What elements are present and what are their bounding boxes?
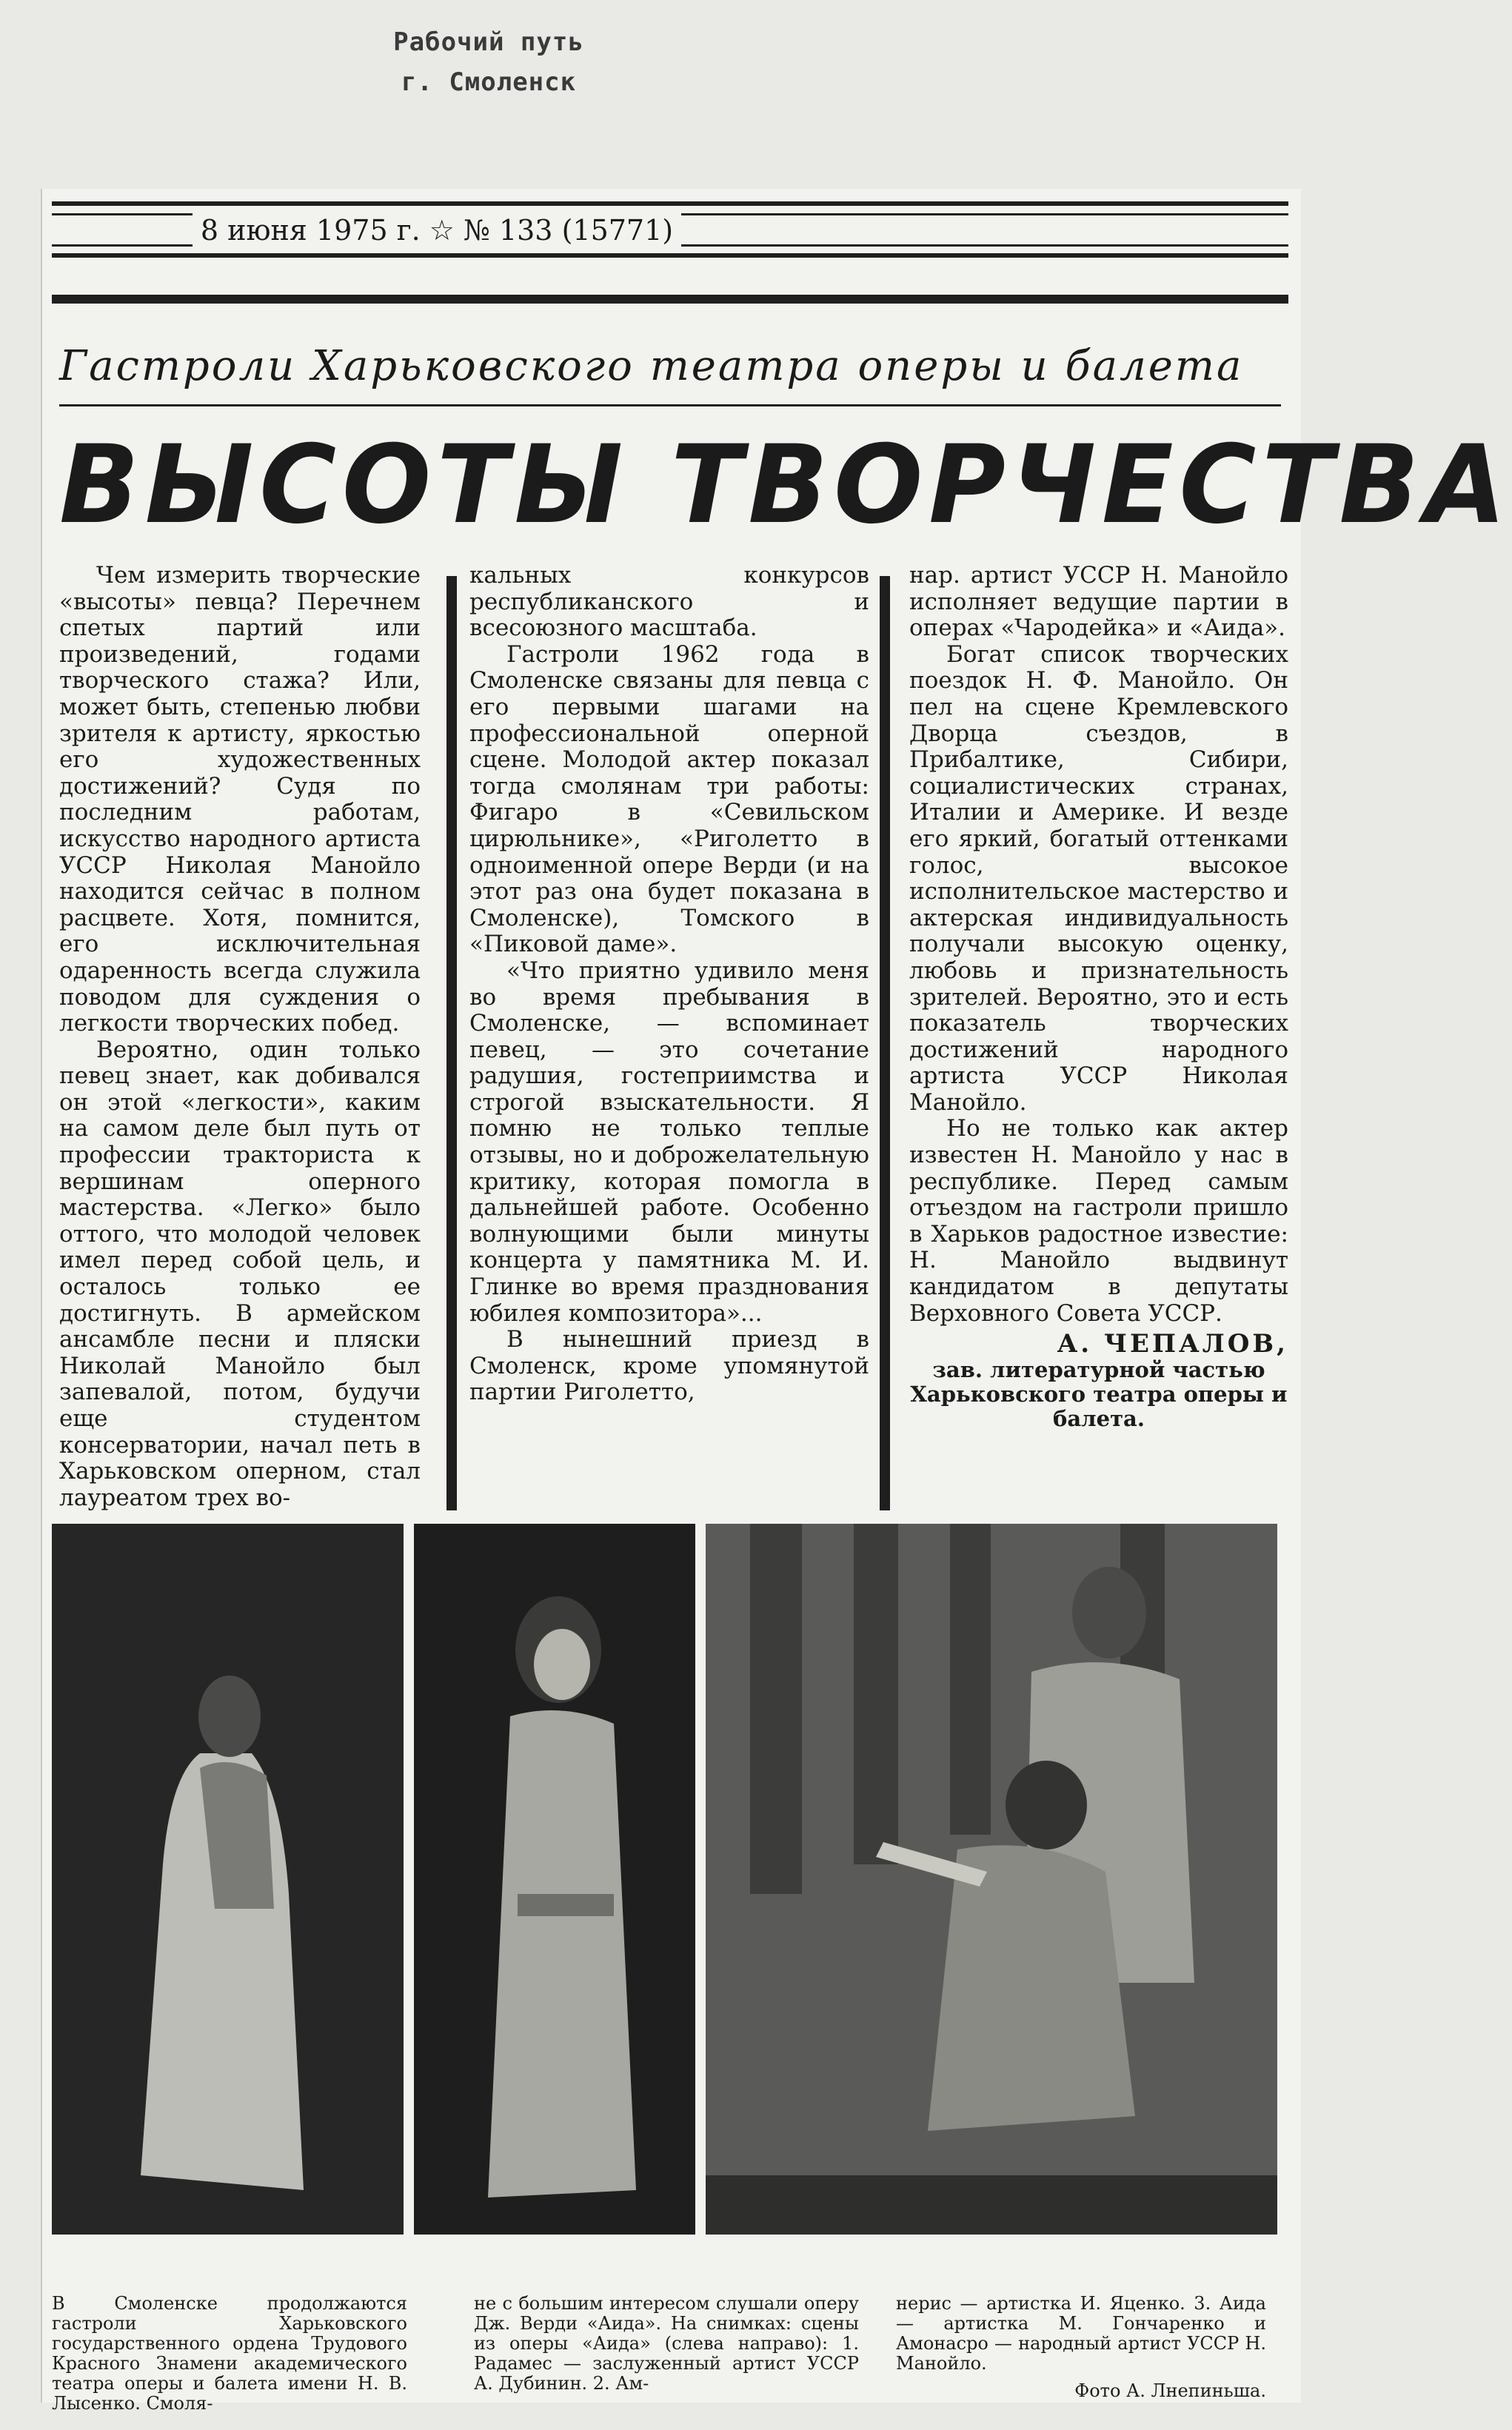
paragraph: Чем измерить творческие «высоты» певца? Перечнем спетых партий или произведений, годами творческого стажа? Или, может быть, степенью любви зрителя к артисту, яркостью его художественных достижений? Судя по последним работам, искусство народного артиста УССР Николая Манойло находится сейчас в полном расцвете. Хотя, помнится, его исключительная одаренность всегда служила поводом для суждения о легкости творческих побед. <box>59 562 421 1037</box>
photo-aida-amonasro <box>706 1524 1277 2235</box>
stamp-city: г. Смоленск <box>401 67 577 97</box>
caption-text: нерис — артистка И. Яценко. 3. Аида — артистка М. Гончаренко и Амонасро — народный артист УССР Н. Манойло. <box>896 2293 1266 2374</box>
article-column-2 <box>469 563 869 1406</box>
photo-caption-part-2: не с большим интересом слушали оперу Дж. Верди «Аида». На снимках: сцены из оперы «Аида» (слева направо): 1. Радамес — заслуженный артист УССР А. Дубинин. 2. Ам- <box>474 2293 859 2394</box>
author-signature: А. ЧЕПАЛОВ, <box>1057 1329 1288 1359</box>
paragraph: кальных конкурсов республиканского и всесоюзного масштаба. <box>469 562 869 642</box>
newspaper-stamp <box>341 22 637 102</box>
paragraph: «Что приятно удивило меня во время пребывания в Смоленске, — вспоминает певец, — это сочетание радушия, гостеприимства и строгой взыскательности. Я помню не только теплые отзывы, но и доброжелательную критику, которая помогла в дальнейшей работе. Особенно волнующими были минуты концерта у памятника М. И. Глинке во время празднования юбилея композитора»... <box>469 957 869 1327</box>
column-rule-2 <box>880 576 890 1510</box>
rubric-rule <box>59 404 1281 406</box>
dateline-rule-top <box>52 201 1288 206</box>
paragraph: В нынешний приезд в Смоленск, кроме упомянутой партии Риголетто, <box>469 1326 869 1406</box>
photo-amneris <box>414 1524 695 2235</box>
paragraph: Но не только как актер известен Н. Манойло у нас в республике. Перед самым отъездом на гастроли пришло в Харьков радостное известие: Н. Манойло выдвинут кандидатом в депутаты Верховного Совета УССР. <box>909 1115 1288 1327</box>
paragraph: Богат список творческих поездок Н. Ф. Манойло. Он пел на сцене Кремлевского Дворца съездов, в Прибалтике, Сибири, социалистических странах, Италии и Америке. И везде его яркий, богатый оттенками голос, высокое исполнительское мастерство и актерская индивидуальность получали высокую оценку, любовь и признательность зрителей. Вероятно, это и есть показатель творческих достижений народного артиста УССР Николая Манойло. <box>909 640 1288 1116</box>
section-rule <box>52 295 1288 304</box>
column-rule-1 <box>446 576 457 1510</box>
paragraph: Вероятно, один только певец знает, как добивался он этой «легкости», каким на самом деле был путь от профессии тракториста к вершинам оперного мастерства. «Легко» было оттого, что молодой человек имел перед собой цель, и осталось только ее достигнуть. В армейском ансамбле песни и пляски Николай Манойло был запевалой, потом, будучи еще студентом консерватории, начал петь в Харьковском оперном, стал лауреатом трех во- <box>59 1036 421 1511</box>
photo-caption-part-3 <box>896 2294 1266 2401</box>
paragraph: Гастроли 1962 года в Смоленске связаны для певца с его первыми шагами на профессиональной оперной сцене. Молодой актер показал тогда смолянам три работы: Фигаро в «Севильском цирюльнике», «Риголетто в одноименной опере Верди (и на этот раз она будет показана в Смоленске), Томского в «Пиковой даме». <box>469 640 869 958</box>
rubric-title: Гастроли Харьковского театра оперы и балета <box>59 342 1244 390</box>
photo-credit: Фото А. Лнепиньша. <box>1074 2380 1266 2401</box>
photo-radames <box>52 1524 404 2235</box>
article-column-1 <box>59 563 421 1511</box>
issue-dateline: 8 июня 1975 г. ☆ № 133 (15771) <box>193 210 681 251</box>
headline: ВЫСОТЫ ТВОРЧЕСТВА <box>59 422 1512 548</box>
article-column-3 <box>909 563 1288 1431</box>
dateline-rule-bottom <box>52 253 1288 258</box>
stamp-newspaper-name: Рабочий путь <box>393 27 584 57</box>
photo-strip <box>52 1524 1277 2235</box>
paragraph: нар. артист УССР Н. Манойло исполняет ведущие партии в операх «Чародейка» и «Аида». <box>909 562 1288 642</box>
photo-caption-part-1: В Смоленске продолжаются гастроли Харьковского государственного ордена Трудового Красного Знамени академического театра оперы и балета имени Н. В. Лысенко. Смоля- <box>52 2293 407 2414</box>
author-title: зав. литературной частью Харьковского театра оперы и балета. <box>910 1356 1288 1431</box>
